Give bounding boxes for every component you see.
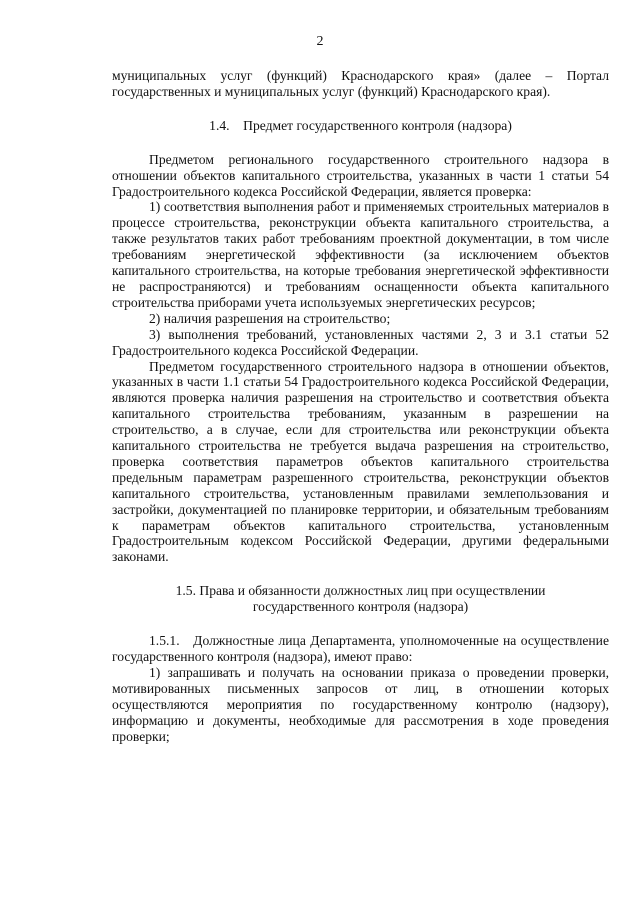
section-heading-1-4: 1.4. Предмет государственного контроля (надзора) — [209, 117, 512, 133]
page-number: 2 — [316, 34, 324, 49]
list-item-3: 3) выполнения требований, установленных частями 2, 3 и 3.1 статьи 52 Градостроительного кодекса Российской Федерации. — [112, 326, 609, 358]
paragraph-continuation: муниципальных услуг (функций) Краснодарского края» (далее – Портал государственных и муниципальных услуг (функций) Краснодарского края). — [112, 68, 609, 99]
section-heading-1-5: 1.5. Права и обязанности должностных лиц при осуществлении государственного контроля (надзора) — [175, 583, 546, 615]
paragraph-1-5-1: 1.5.1. Должностные лица Департамента, уполномоченные на осуществление государственного контроля (надзора), имеют право: — [112, 633, 609, 664]
rights-item-1: 1) запрашивать и получать на основании приказа о проведении проверки, мотивированных письменных запросов от лиц, в отношении которых осуществляются мероприятия по государственному контролю (надзору), информацию и документы, необходимые для рассмотрения в ходе проведения проверки; — [112, 664, 609, 744]
list-item-1: 1) соответствия выполнения работ и применяемых строительных материалов в процессе строительства, реконструкции объекта капитального строительства, а также результатов таких работ требованиям проектной документации, в том числе требованиям энергетической эффективности (за исключением объектов капитального строительства, на которые требования энергетической эффективности не распространяются) и требованиям оснащенности объекта капитального строительства приборами учета используемых энергетических ресурсов; — [112, 199, 609, 310]
paragraph-subject-state: Предметом государственного строительного надзора в отношении объектов, указанных в части 1.1 статьи 54 Градостроительного кодекса Российской Федерации, являются проверка наличия разрешения на строительство и соответствия объекта капитального строительства требованиям, указанным в разрешении на строительство, а в случае, если для строительства или реконструкции объекта капитального строительства не требуется выдача разрешения на строительство, проверка соответствия параметров объектов капитального строительства предельным параметрам разрешенного строительства, реконструкции объектов капитального строительства, установленным правилами землепользования и застройки, документацией по планировке территории, и обязательным требованиям к параметрам объектов капитального строительства, установленным Градостроительным кодексом Российской Федерации, другими федеральными законами. — [112, 358, 609, 565]
paragraph-subject-regional: Предметом регионального государственного строительного надзора в отношении объектов капитального строительства, указанных в части 1 статьи 54 Градостроительного кодекса Российской Федерации, является проверка: — [112, 151, 609, 199]
document-body — [112, 68, 609, 744]
list-item-2: 2) наличия разрешения на строительство; — [149, 310, 391, 326]
